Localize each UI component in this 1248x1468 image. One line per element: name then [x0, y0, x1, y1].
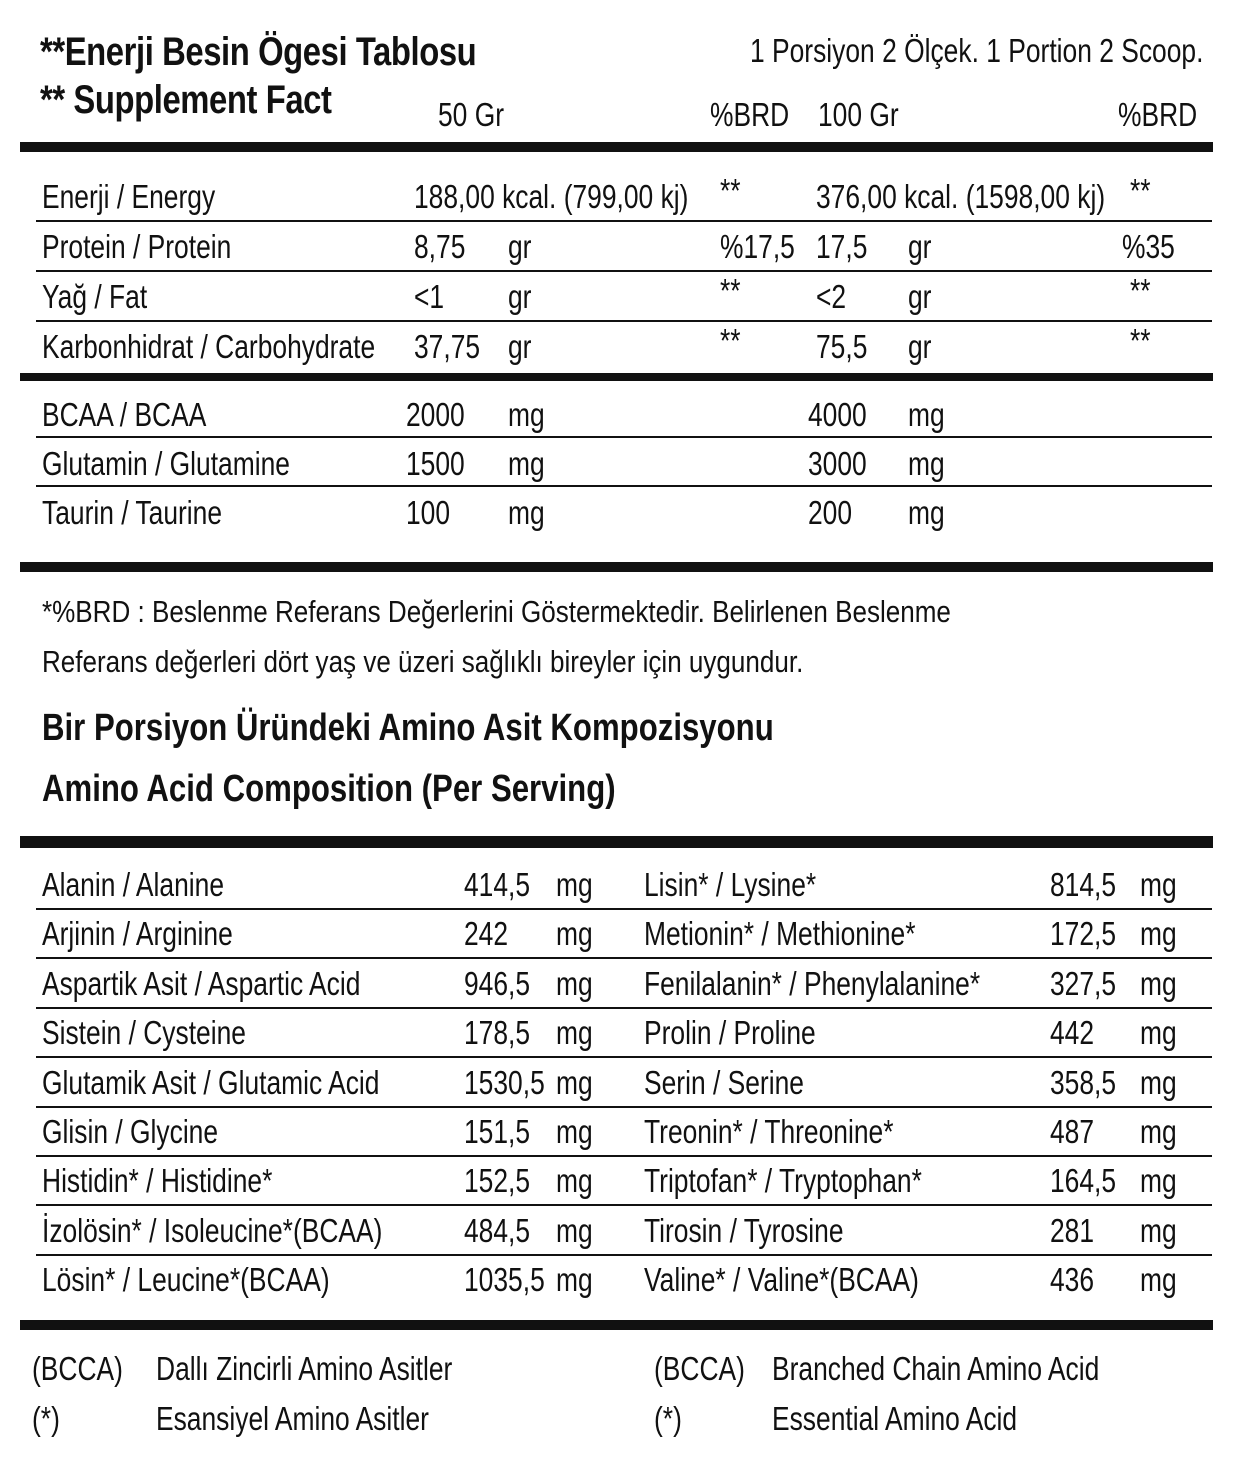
nutrient-value-50g: 188,00 kcal. (799,00 kj) [414, 178, 689, 215]
amino-value-left: 151,5 [464, 1113, 531, 1150]
amino-unit-right: mg [1140, 866, 1177, 903]
amino-value-left-cell [464, 1162, 547, 1200]
amino-name-left-cell [42, 965, 440, 1003]
amino-name-right-cell [644, 1014, 859, 1052]
amino-value-right: 281 [1050, 1211, 1095, 1249]
extra-value-100g-cell [808, 494, 863, 532]
amino-value-left: 484,5 [464, 1211, 531, 1249]
amino-value-left-cell [464, 1212, 547, 1250]
amino-row-divider [36, 1155, 1212, 1157]
amino-value-right: 358,5 [1050, 1063, 1117, 1101]
amino-value-right: 436 [1050, 1261, 1095, 1299]
amino-unit-left: mg [556, 1211, 593, 1249]
amino-value-right: 487 [1050, 1113, 1095, 1150]
amino-unit-right: mg [1140, 1113, 1177, 1150]
amino-row-divider [36, 908, 1212, 910]
extra-value-100g: 200 [808, 494, 853, 531]
amino-title-turkish-cell [42, 707, 934, 750]
nutrition-divider [20, 373, 1213, 381]
extra-value-50g: 2000 [406, 396, 465, 433]
amino-name-right: Fenilalanin* / Phenylalanine* [644, 964, 981, 1002]
nutrient-brd-50g-cell [720, 322, 746, 360]
extra-value-100g: 4000 [808, 396, 867, 433]
nutrient-unit-50g-cell [508, 328, 537, 366]
nutrient-unit-100g-cell [908, 228, 937, 266]
title-english: ** Supplement Fact [40, 78, 332, 122]
amino-value-left-cell [464, 1014, 547, 1052]
amino-name-right-cell [644, 866, 859, 904]
amino-name-right: Prolin / Proline [644, 1014, 816, 1052]
amino-value-right-cell [1050, 915, 1133, 953]
amino-unit-left: mg [556, 915, 593, 953]
nutrition-row-divider [36, 270, 1212, 272]
amino-value-left-cell [464, 1113, 547, 1151]
amino-unit-left: mg [556, 1063, 593, 1101]
nutrient-value-50g: <1 [414, 278, 445, 315]
nutrient-unit-100g: gr [908, 228, 932, 265]
column-50g: 50 Gr [438, 96, 505, 133]
nutrient-unit-50g: gr [508, 328, 532, 365]
nutrient-value-100g-cell [816, 228, 880, 266]
extra-unit-100g: mg [908, 494, 945, 531]
extra-unit-50g-cell [508, 445, 554, 483]
amino-name-right: Triptofan* / Tryptophan* [644, 1162, 922, 1200]
amino-unit-left-cell [556, 1014, 602, 1052]
legend-text-turkish-cell [156, 1400, 497, 1438]
extra-unit-100g-cell [908, 396, 954, 434]
extras-divider [20, 562, 1213, 572]
amino-name-left: Aspartik Asit / Aspartic Acid [42, 964, 361, 1002]
legend-abbr-english-cell [654, 1400, 689, 1438]
portion-info: 1 Porsiyon 2 Ölçek. 1 Portion 2 Scoop. [750, 32, 1204, 69]
nutrient-brd-100g-cell [1130, 322, 1156, 360]
brd-note-line2-cell [42, 644, 948, 680]
brd-note-line1: *%BRD : Beslenme Referans Değerlerini Göstermektedir. Belirlenen Beslenme [42, 594, 951, 629]
nutrient-value-50g-cell [414, 278, 452, 316]
nutrient-unit-100g-cell [908, 328, 937, 366]
amino-unit-right-cell [1140, 1014, 1186, 1052]
amino-row-divider [36, 1106, 1212, 1108]
extra-unit-50g-cell [508, 494, 554, 532]
nutrient-value-100g: 17,5 [816, 228, 868, 265]
extra-name: Taurin / Taurine [42, 494, 223, 531]
amino-name-right-cell [644, 1212, 893, 1250]
amino-unit-left-cell [556, 1261, 602, 1299]
nutrient-value-50g: 8,75 [414, 228, 466, 265]
extra-unit-50g: mg [508, 396, 545, 433]
amino-value-left: 1035,5 [464, 1261, 545, 1299]
column-brd-1: %BRD [710, 96, 790, 133]
header-divider [20, 142, 1213, 152]
extra-name: Glutamin / Glutamine [42, 445, 290, 482]
amino-unit-left: mg [556, 866, 593, 903]
title-turkish-cell [40, 30, 572, 75]
amino-name-right-cell [644, 965, 1064, 1003]
amino-name-right: Valine* / Valine*(BCAA) [644, 1261, 919, 1299]
amino-name-right-cell [644, 915, 983, 953]
extra-unit-50g: mg [508, 494, 545, 531]
amino-value-left: 242 [464, 915, 509, 953]
title-english-cell [40, 78, 396, 123]
amino-unit-right: mg [1140, 1211, 1177, 1249]
amino-unit-left-cell [556, 965, 602, 1003]
amino-value-right-cell [1050, 965, 1133, 1003]
nutrient-value-100g-cell [816, 278, 854, 316]
nutrient-name-cell [42, 228, 279, 266]
legend-abbr-turkish: (*) [32, 1400, 60, 1437]
amino-unit-right-cell [1140, 915, 1186, 953]
amino-unit-right-cell [1140, 1064, 1186, 1102]
legend-text-turkish: Esansiyel Amino Asitler [156, 1400, 429, 1437]
amino-unit-right-cell [1140, 1162, 1186, 1200]
amino-unit-right: mg [1140, 1162, 1177, 1200]
legend-text-english-cell [772, 1350, 1181, 1388]
amino-unit-left-cell [556, 1064, 602, 1102]
title-turkish: **Enerji Besin Ögesi Tablosu [40, 30, 477, 74]
amino-unit-right: mg [1140, 1063, 1177, 1101]
nutrient-brd-50g-cell [720, 228, 814, 266]
amino-value-right: 327,5 [1050, 964, 1117, 1002]
nutrient-value-100g-cell [816, 178, 1177, 216]
amino-unit-right-cell [1140, 1212, 1186, 1250]
amino-name-left: İzolösin* / Isoleucine*(BCAA) [42, 1211, 383, 1249]
nutrient-name: Enerji / Energy [42, 178, 216, 215]
extra-unit-100g-cell [908, 445, 954, 483]
amino-name-left-cell [42, 1014, 297, 1052]
amino-name-left: Arjinin / Arginine [42, 915, 233, 953]
extra-unit-50g-cell [508, 396, 554, 434]
nutrient-brd-50g: ** [720, 272, 741, 309]
nutrient-name-cell [42, 178, 258, 216]
nutrient-name: Yağ / Fat [42, 278, 148, 315]
nutrient-brd-50g-cell [720, 172, 746, 210]
amino-name-right: Lisin* / Lysine* [644, 866, 817, 903]
amino-value-right: 172,5 [1050, 915, 1117, 953]
nutrient-unit-100g: gr [908, 328, 932, 365]
nutrient-value-50g-cell [414, 228, 478, 266]
amino-row-divider [36, 1204, 1212, 1206]
nutrient-brd-100g: ** [1130, 172, 1151, 209]
extra-value-100g-cell [808, 396, 881, 434]
amino-unit-left-cell [556, 866, 602, 904]
nutrient-brd-100g-cell [1130, 172, 1156, 210]
amino-value-right: 164,5 [1050, 1162, 1117, 1200]
amino-name-left-cell [42, 1113, 262, 1151]
nutrient-value-100g: 376,00 kcal. (1598,00 kj) [816, 178, 1106, 215]
amino-value-right-cell [1050, 1212, 1105, 1250]
amino-value-right-cell [1050, 866, 1133, 904]
nutrient-unit-50g: gr [508, 228, 532, 265]
amino-title-english: Amino Acid Composition (Per Serving) [42, 768, 616, 810]
column-brd-2-cell [1118, 96, 1217, 134]
amino-value-right-cell [1050, 1064, 1133, 1102]
extra-name-cell [42, 445, 352, 483]
legend-text-english-cell [772, 1400, 1078, 1438]
amino-name-left-cell [42, 1212, 468, 1250]
amino-header-divider [20, 836, 1213, 848]
amino-name-right-cell [644, 1064, 844, 1102]
extra-value-50g-cell [406, 396, 479, 434]
amino-row-divider [36, 1007, 1212, 1009]
extra-value-50g: 1500 [406, 445, 465, 482]
amino-unit-left-cell [556, 915, 602, 953]
nutrient-unit-100g-cell [908, 278, 937, 316]
column-50g-cell [438, 96, 521, 134]
nutrient-name: Protein / Protein [42, 228, 232, 265]
extra-unit-100g: mg [908, 396, 945, 433]
amino-name-left: Glutamik Asit / Glutamic Acid [42, 1063, 380, 1101]
legend-abbr-turkish: (BCCA) [32, 1350, 123, 1387]
nutrition-row-divider [36, 220, 1212, 222]
column-100g: 100 Gr [818, 96, 899, 133]
amino-name-right-cell [644, 1113, 956, 1151]
amino-value-left-cell [464, 1064, 565, 1102]
amino-name-right: Treonin* / Threonine* [644, 1113, 894, 1150]
legend-abbr-english: (*) [654, 1400, 682, 1437]
amino-value-right: 442 [1050, 1014, 1095, 1052]
amino-name-left-cell [42, 1064, 464, 1102]
amino-row-divider [36, 1254, 1212, 1256]
amino-name-left-cell [42, 915, 280, 953]
nutrient-value-100g: <2 [816, 278, 847, 315]
amino-value-left-cell [464, 1261, 565, 1299]
amino-value-left: 152,5 [464, 1162, 531, 1200]
extra-unit-100g: mg [908, 445, 945, 482]
nutrition-row-divider [36, 320, 1212, 322]
amino-unit-right-cell [1140, 965, 1186, 1003]
legend-text-turkish-cell [156, 1350, 526, 1388]
legend-abbr-turkish-cell [32, 1400, 67, 1438]
legend-text-turkish: Dallı Zincirli Amino Asitler [156, 1350, 453, 1387]
portion-info-cell [750, 32, 1248, 70]
legend-abbr-english: (BCCA) [654, 1350, 745, 1387]
nutrient-brd-100g: ** [1130, 322, 1151, 359]
amino-unit-right: mg [1140, 915, 1177, 953]
amino-name-right: Serin / Serine [644, 1063, 804, 1101]
nutrient-brd-50g: %17,5 [720, 228, 795, 265]
amino-name-left: Glisin / Glycine [42, 1113, 219, 1150]
extra-name-cell [42, 396, 247, 434]
nutrient-name: Karbonhidrat / Carbohydrate [42, 328, 376, 365]
extra-value-50g: 100 [406, 494, 451, 531]
column-100g-cell [818, 96, 919, 134]
amino-value-right: 814,5 [1050, 866, 1117, 903]
amino-unit-left: mg [556, 1261, 593, 1299]
nutrient-unit-100g: gr [908, 278, 932, 315]
legend-text-english: Branched Chain Amino Acid [772, 1350, 1100, 1387]
nutrient-unit-50g: gr [508, 278, 532, 315]
amino-unit-left-cell [556, 1162, 602, 1200]
amino-value-left: 414,5 [464, 866, 531, 903]
amino-unit-right: mg [1140, 1261, 1177, 1299]
amino-row-divider [36, 1056, 1212, 1058]
amino-name-left-cell [42, 866, 270, 904]
nutrient-brd-50g-cell [720, 272, 746, 310]
amino-unit-left-cell [556, 1212, 602, 1250]
nutrient-value-100g-cell [816, 328, 880, 366]
amino-unit-right: mg [1140, 964, 1177, 1002]
amino-value-right-cell [1050, 1113, 1105, 1151]
amino-value-left-cell [464, 915, 519, 953]
amino-value-right-cell [1050, 1162, 1133, 1200]
amino-footer-divider [20, 1320, 1213, 1330]
amino-title-turkish: Bir Porsiyon Üründeki Amino Asit Kompozisyonu [42, 707, 774, 749]
amino-title-english-cell [42, 768, 742, 811]
amino-unit-left: mg [556, 964, 593, 1002]
extra-name: BCAA / BCAA [42, 396, 207, 433]
legend-text-english: Essential Amino Acid [772, 1400, 1018, 1437]
amino-unit-left: mg [556, 1113, 593, 1150]
nutrient-name-cell [42, 278, 173, 316]
brd-note-line1-cell [42, 594, 1124, 630]
amino-name-left: Lösin* / Leucine*(BCAA) [42, 1261, 330, 1299]
amino-unit-right: mg [1140, 1014, 1177, 1052]
extra-unit-50g: mg [508, 445, 545, 482]
amino-name-right: Metionin* / Methionine* [644, 915, 916, 953]
amino-name-left-cell [42, 1261, 402, 1299]
amino-name-left-cell [42, 1162, 330, 1200]
amino-name-right: Tirosin / Tyrosine [644, 1211, 844, 1249]
nutrient-brd-50g: ** [720, 322, 741, 359]
amino-unit-left-cell [556, 1113, 602, 1151]
nutrient-value-50g-cell [414, 328, 497, 366]
amino-name-right-cell [644, 1162, 991, 1200]
extra-value-50g-cell [406, 494, 461, 532]
column-brd-1-cell [710, 96, 809, 134]
amino-name-left: Alanin / Alanine [42, 866, 225, 903]
amino-value-left: 178,5 [464, 1014, 531, 1052]
brd-note-line2: Referans değerleri dört yaş ve üzeri sağlıklı bireyler için uygundur. [42, 644, 804, 679]
amino-value-left: 946,5 [464, 964, 531, 1002]
extras-row-divider [36, 485, 1212, 487]
nutrient-unit-50g-cell [508, 278, 537, 316]
extras-row-divider [36, 436, 1212, 438]
amino-value-left: 1530,5 [464, 1063, 545, 1101]
nutrient-value-50g-cell [414, 178, 757, 216]
nutrient-brd-100g: %35 [1122, 228, 1175, 265]
nutrient-name-cell [42, 328, 458, 366]
nutrient-unit-50g-cell [508, 228, 537, 266]
extra-unit-100g-cell [908, 494, 954, 532]
nutrient-value-50g: 37,75 [414, 328, 481, 365]
column-brd-2: %BRD [1118, 96, 1198, 133]
nutrient-brd-100g: ** [1130, 272, 1151, 309]
extra-name-cell [42, 494, 267, 532]
nutrient-brd-100g-cell [1122, 228, 1188, 266]
extra-value-50g-cell [406, 445, 479, 483]
amino-value-left-cell [464, 866, 547, 904]
nutrient-brd-50g: ** [720, 172, 741, 209]
amino-value-left-cell [464, 965, 547, 1003]
nutrient-value-100g: 75,5 [816, 328, 868, 365]
amino-unit-right-cell [1140, 1113, 1186, 1151]
amino-unit-left: mg [556, 1162, 593, 1200]
amino-name-left: Histidin* / Histidine* [42, 1162, 273, 1200]
legend-abbr-turkish-cell [32, 1350, 146, 1388]
amino-name-left: Sistein / Cysteine [42, 1014, 246, 1052]
amino-name-right-cell [644, 1261, 988, 1299]
extra-value-100g: 3000 [808, 445, 867, 482]
amino-unit-right-cell [1140, 866, 1186, 904]
amino-value-right-cell [1050, 1261, 1105, 1299]
amino-unit-left: mg [556, 1014, 593, 1052]
amino-unit-right-cell [1140, 1261, 1186, 1299]
nutrient-brd-100g-cell [1130, 272, 1156, 310]
amino-row-divider [36, 957, 1212, 959]
legend-abbr-english-cell [654, 1350, 768, 1388]
extra-value-100g-cell [808, 445, 881, 483]
amino-value-right-cell [1050, 1014, 1105, 1052]
